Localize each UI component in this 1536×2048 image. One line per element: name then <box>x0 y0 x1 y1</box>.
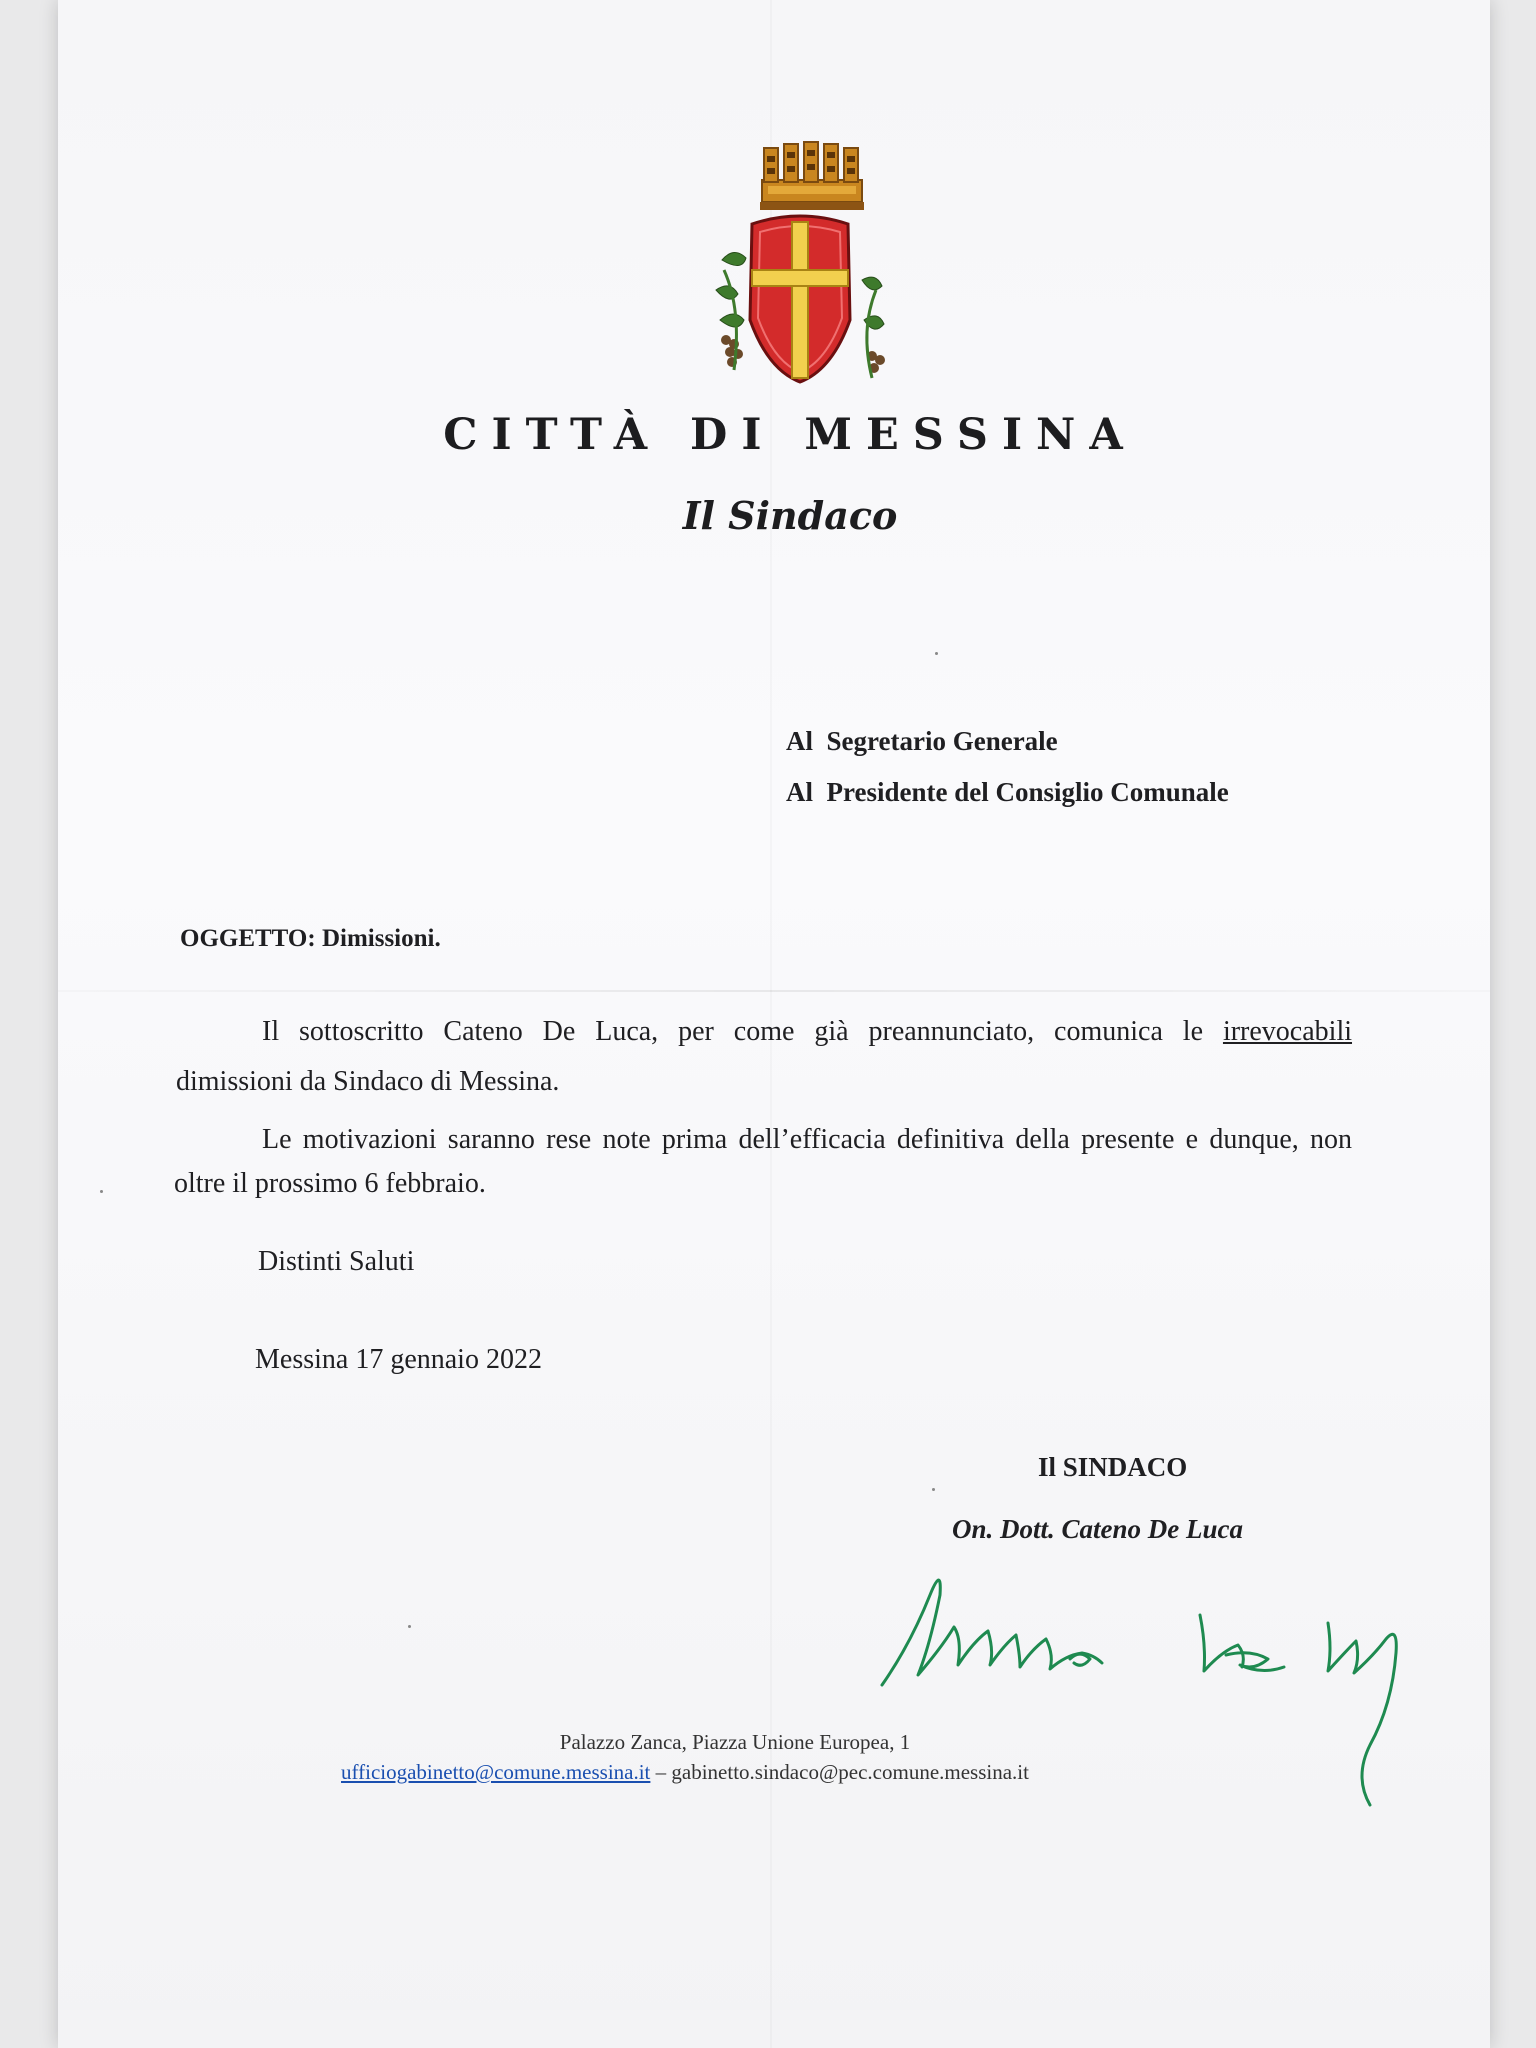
body-paragraph-2-line-2: oltre il prossimo 6 febbraio. <box>174 1168 486 1199</box>
paper-speck <box>932 1488 935 1491</box>
footer-pec: gabinetto.sindaco@pec.comune.messina.it <box>671 1760 1029 1784</box>
subject-label: OGGETTO: <box>180 925 316 952</box>
recipient-prefix: Al <box>786 726 813 756</box>
recipient-name: Segretario Generale <box>826 726 1058 756</box>
body-paragraph-1-line-1 <box>262 1016 1352 1048</box>
paper-fold-horizontal <box>58 990 1490 992</box>
signatory-title: Il SINDACO <box>1038 1452 1188 1482</box>
paper-speck <box>408 1625 411 1628</box>
recipient-line-2 <box>786 777 1229 808</box>
footer-separator: – <box>655 1760 667 1784</box>
paper-speck <box>100 1190 103 1193</box>
body-underlined-word: irrevocabili <box>1222 1016 1353 1047</box>
recipient-name: Presidente del Consiglio Comunale <box>826 777 1229 807</box>
subject-text: Dimissioni. <box>321 925 441 952</box>
place-date: Messina 17 gennaio 2022 <box>255 1344 542 1375</box>
body-text: Il sottoscritto Cateno De Luca, per come già preannunciato, comunica le <box>262 1016 1204 1047</box>
recipient-line-1 <box>786 726 1058 757</box>
footer-contacts <box>0 1760 1420 1785</box>
letterhead-city: CITTÀ DI MESSINA <box>443 410 1137 460</box>
recipient-prefix: Al <box>786 777 813 807</box>
messina-coat-of-arms-icon <box>712 130 888 390</box>
body-paragraph-1-line-2: dimissioni da Sindaco di Messina. <box>176 1066 560 1097</box>
subject-line <box>180 925 441 953</box>
body-paragraph-2-line-1: Le motivazioni saranno rese note prima dell’efficacia definitiva della presente e dunque, non <box>262 1124 1352 1155</box>
footer-email-link[interactable]: ufficiogabinetto@comune.messina.it <box>341 1760 651 1784</box>
footer-address: Palazzo Zanca, Piazza Unione Europea, 1 <box>559 1730 911 1754</box>
paper-speck <box>935 652 938 655</box>
closing-salutation: Distinti Saluti <box>258 1246 415 1277</box>
signatory-name: On. Dott. Cateno De Luca <box>952 1514 1244 1544</box>
letterhead-office: Il Sindaco <box>682 493 898 538</box>
